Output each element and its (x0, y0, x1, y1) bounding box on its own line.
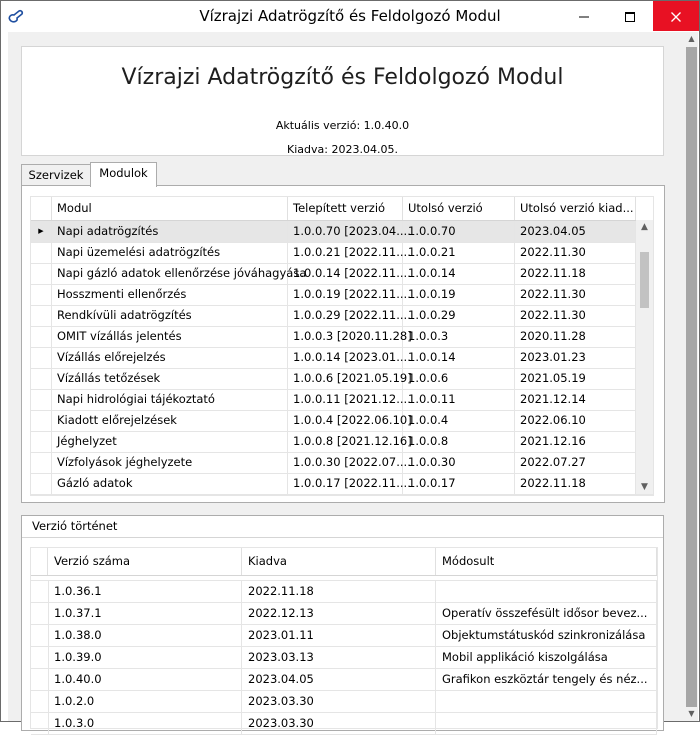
table-cell[interactable]: Napi adatrögzítés (52, 221, 288, 242)
current-version: Aktuális verzió: 1.0.40.0 (275, 119, 410, 132)
row-pointer-icon[interactable]: ▶ (31, 221, 52, 242)
table-cell[interactable]: Gázló adatok (52, 473, 288, 494)
table-cell[interactable]: 1.0.0.29 [2022.11.... (288, 305, 403, 326)
table-row[interactable] (31, 691, 657, 713)
table-cell[interactable]: 1.0.0.30 [2022.07.... (288, 452, 403, 473)
table-cell[interactable]: 1.0.0.11 [2021.12.... (288, 389, 403, 410)
table-cell[interactable]: 1.0.0.11 (403, 389, 515, 410)
column-header-latest[interactable]: Utolsó verzió (403, 197, 515, 220)
table-cell[interactable]: 2022.11.18 (515, 263, 636, 284)
table-cell[interactable]: 1.0.0.4 (403, 410, 515, 431)
table-row[interactable] (31, 647, 657, 669)
table-cell[interactable]: 1.0.0.8 (403, 431, 515, 452)
table-cell[interactable]: 1.0.0.6 (403, 368, 515, 389)
table-cell[interactable]: Rendkívüli adatrögzítés (52, 305, 288, 326)
row-header[interactable] (31, 473, 52, 494)
table-cell[interactable]: 1.0.37.1 (48, 603, 242, 624)
row-header[interactable] (31, 263, 52, 284)
table-cell[interactable]: 1.0.0.17 [2022.11.... (288, 473, 403, 494)
row-header[interactable] (31, 452, 52, 473)
table-row[interactable] (31, 713, 657, 735)
window-title: Vízrajzi Adatrögzítő és Feldolgozó Modul (199, 7, 501, 25)
page-title: Vízrajzi Adatrögzítő és Feldolgozó Modul (121, 65, 564, 90)
table-cell[interactable]: 2021.12.14 (515, 389, 636, 410)
table-row[interactable] (31, 221, 653, 243)
header-panel (21, 46, 664, 156)
table-cell[interactable]: 1.0.0.21 [2022.11.... (288, 242, 403, 263)
column-header-version[interactable]: Verzió száma (48, 548, 242, 575)
table-cell[interactable]: 2021.05.19 (515, 368, 636, 389)
scroll-down-icon[interactable]: ▼ (641, 482, 648, 492)
row-header-corner (31, 548, 48, 575)
modules-grid-scrollbar[interactable] (636, 220, 653, 494)
window-scrollbar-thumb[interactable] (686, 47, 697, 707)
close-button[interactable] (653, 1, 699, 31)
table-cell[interactable]: Grafikon eszköztár tengely és néz... (436, 669, 657, 690)
table-row[interactable] (31, 625, 657, 647)
table-row[interactable] (31, 242, 653, 264)
minimize-icon (578, 11, 590, 23)
table-cell[interactable]: 1.0.0.19 (403, 284, 515, 305)
release-date: Kiadva: 2023.04.05. (287, 143, 398, 156)
table-cell[interactable]: 1.0.0.14 (403, 347, 515, 368)
table-cell[interactable]: Napi gázló adatok ellenőrzése jóváhagyása (52, 263, 288, 284)
table-row[interactable] (31, 326, 653, 348)
row-header[interactable] (31, 368, 52, 389)
row-header[interactable] (31, 691, 49, 712)
modules-tab-panel (21, 185, 665, 503)
table-cell[interactable]: 1.0.2.0 (48, 691, 242, 712)
version-history-grid[interactable] (30, 547, 658, 729)
row-header[interactable] (31, 326, 52, 347)
table-cell[interactable]: 2022.11.18 (515, 473, 636, 494)
table-row[interactable] (31, 452, 653, 474)
table-cell[interactable]: 1.0.0.30 (403, 452, 515, 473)
table-cell[interactable]: 1.0.3.0 (48, 713, 242, 734)
row-header[interactable] (31, 347, 52, 368)
column-header-latest-date[interactable]: Utolsó verzió kiad... (515, 197, 636, 220)
column-header-installed[interactable]: Telepített verzió (288, 197, 403, 220)
table-cell[interactable]: Vízfolyások jéghelyzete (52, 452, 288, 473)
table-row[interactable] (31, 581, 657, 603)
table-cell[interactable]: OMIT vízállás jelentés (52, 326, 288, 347)
version-history-header (31, 548, 657, 576)
row-header[interactable] (31, 389, 52, 410)
column-header-released[interactable]: Kiadva (242, 548, 436, 575)
table-cell[interactable]: 2022.07.27 (515, 452, 636, 473)
table-cell[interactable]: Vízállás tetőzések (52, 368, 288, 389)
table-cell[interactable]: 2021.12.16 (515, 431, 636, 452)
table-cell[interactable]: 2020.11.28 (515, 326, 636, 347)
table-cell[interactable]: 2022.12.13 (242, 603, 436, 624)
row-header[interactable] (31, 647, 49, 668)
table-cell[interactable]: Napi üzemelési adatrögzítés (52, 242, 288, 263)
divider (22, 537, 663, 538)
table-cell[interactable]: Hosszmenti ellenőrzés (52, 284, 288, 305)
row-header[interactable] (31, 410, 52, 431)
table-cell[interactable]: 1.0.0.17 (403, 473, 515, 494)
table-cell[interactable]: 1.0.0.8 [2021.12.16] (288, 431, 403, 452)
table-cell[interactable]: 1.0.0.3 (403, 326, 515, 347)
column-header-modul[interactable]: Modul (52, 197, 288, 220)
minimize-button[interactable] (561, 1, 607, 31)
version-history-title: Verzió történet (32, 519, 118, 533)
table-cell[interactable]: 2022.11.30 (515, 242, 636, 263)
close-icon (670, 11, 682, 23)
maximize-button[interactable] (607, 1, 653, 31)
table-cell[interactable]: Jéghelyzet (52, 431, 288, 452)
table-cell[interactable]: 2022.11.30 (515, 284, 636, 305)
row-header-corner (31, 197, 52, 220)
table-cell[interactable]: 2022.11.30 (515, 305, 636, 326)
table-cell[interactable] (436, 713, 657, 734)
table-cell[interactable]: Mobil applikáció kiszolgálása (436, 647, 657, 668)
table-cell[interactable]: 1.0.0.3 [2020.11.28] (288, 326, 403, 347)
scroll-down-icon[interactable]: ▼ (688, 709, 695, 718)
row-header[interactable] (31, 305, 52, 326)
table-cell[interactable]: 1.0.0.4 [2022.06.10] (288, 410, 403, 431)
table-cell[interactable]: 1.0.0.70 (403, 221, 515, 242)
table-cell[interactable]: 2023.01.23 (515, 347, 636, 368)
row-header[interactable] (31, 625, 49, 646)
table-cell[interactable] (436, 691, 657, 712)
table-cell[interactable]: 1.0.0.70 [2023.04.... (288, 221, 403, 242)
table-cell[interactable]: 2023.03.30 (242, 691, 436, 712)
scrollbar-thumb[interactable] (640, 252, 649, 308)
row-header[interactable] (31, 669, 49, 690)
table-row[interactable] (31, 263, 653, 285)
table-row[interactable] (31, 473, 653, 495)
table-cell[interactable]: Kiadott előrejelzések (52, 410, 288, 431)
table-cell[interactable]: 2022.06.10 (515, 410, 636, 431)
table-row[interactable] (31, 305, 653, 327)
table-cell[interactable]: Operatív összefésült idősor bevez... (436, 603, 657, 624)
table-cell[interactable]: 1.0.0.29 (403, 305, 515, 326)
row-header[interactable] (31, 581, 49, 602)
table-cell[interactable]: Vízállás előrejelzés (52, 347, 288, 368)
table-cell[interactable]: 2023.04.05 (515, 221, 636, 242)
table-cell[interactable]: 1.0.39.0 (48, 647, 242, 668)
tab-modulok[interactable]: Modulok (90, 162, 157, 187)
table-cell[interactable]: Objektumstátuskód szinkronizálása (436, 625, 657, 646)
table-cell[interactable]: 2023.03.30 (242, 713, 436, 734)
table-cell[interactable]: 1.0.36.1 (48, 581, 242, 602)
table-cell[interactable]: 1.0.0.6 [2021.05.19] (288, 368, 403, 389)
window-scrollbar[interactable] (685, 32, 698, 721)
table-cell[interactable]: Napi hidrológiai tájékoztató (52, 389, 288, 410)
column-header-changed[interactable]: Módosult (436, 548, 657, 575)
table-cell[interactable]: 1.0.0.21 (403, 242, 515, 263)
table-cell[interactable] (436, 581, 657, 602)
table-row[interactable] (31, 431, 653, 453)
scroll-up-icon[interactable]: ▲ (641, 222, 648, 232)
table-cell[interactable]: 2022.11.18 (242, 581, 436, 602)
table-cell[interactable]: 2023.01.11 (242, 625, 436, 646)
tab-szervizek[interactable]: Szervizek (21, 164, 91, 186)
row-header[interactable] (31, 242, 52, 263)
scroll-up-icon[interactable]: ▲ (688, 34, 695, 43)
table-row[interactable] (31, 347, 653, 369)
table-row[interactable] (31, 669, 657, 691)
modules-grid-header (31, 197, 653, 221)
table-cell[interactable]: 1.0.0.14 [2023.01.... (288, 347, 403, 368)
table-row[interactable] (31, 284, 653, 306)
table-row[interactable] (31, 410, 653, 432)
table-row[interactable] (31, 603, 657, 625)
row-header[interactable] (31, 431, 52, 452)
table-row[interactable] (31, 389, 653, 411)
table-cell[interactable]: 1.0.0.14 [2022.11.... (288, 263, 403, 284)
table-cell[interactable]: 1.0.38.0 (48, 625, 242, 646)
row-header[interactable] (31, 284, 52, 305)
table-cell[interactable]: 1.0.0.19 [2022.11.... (288, 284, 403, 305)
table-cell[interactable]: 2023.03.13 (242, 647, 436, 668)
table-cell[interactable]: 1.0.0.14 (403, 263, 515, 284)
row-header[interactable] (31, 713, 49, 734)
table-row[interactable] (31, 368, 653, 390)
maximize-icon (624, 11, 636, 23)
title-bar[interactable] (1, 1, 699, 31)
row-header[interactable] (31, 603, 49, 624)
table-cell[interactable]: 2023.04.05 (242, 669, 436, 690)
version-history-panel (21, 515, 664, 731)
modules-grid[interactable] (30, 196, 654, 496)
content-area (8, 32, 692, 730)
table-cell[interactable]: 1.0.40.0 (48, 669, 242, 690)
